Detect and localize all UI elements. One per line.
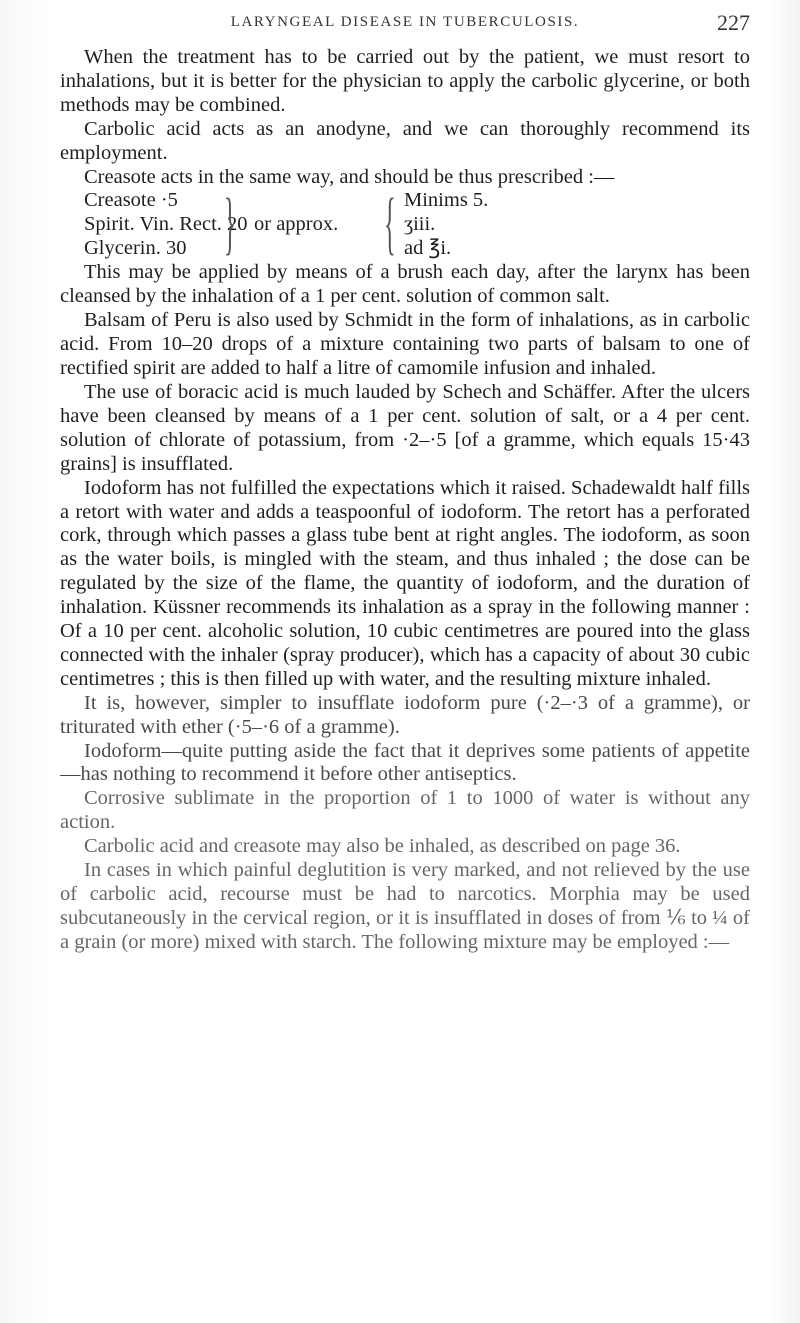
paragraph: When the treatment has to be carried out by the patient, we must resort to inhalations, but it is better for the physician to apply the carbolic glycerine, or both methods may be combined. — [60, 46, 750, 116]
paragraph: Carbolic acid acts as an anodyne, and we can thoroughly recommend its employment. — [60, 117, 750, 164]
dose-line: ʒiii. — [404, 213, 436, 236]
ingredient-line: Glycerin. 30 — [84, 237, 187, 260]
paragraph: Carbolic acid and creasote may also be inhaled, as described on page 36. — [84, 835, 681, 858]
paragraph: Creasote acts in the same way, and should be thus prescribed :— — [84, 165, 615, 188]
paragraph: The use of boracic acid is much lauded by Schech and Schäffer. After the ulcers have been cleansed by means of a 1 per cent. solution of salt, or a 4 per cent. solution of chlorate of potassium, from ·2–·5 [of a gramme, which equals 15·43 grains] is insufflated. — [60, 380, 750, 475]
ingredient-line: Spirit. Vin. Rect. 20 — [84, 213, 248, 236]
body-text — [60, 46, 750, 955]
running-title: LARYNGEAL DISEASE IN TUBERCULOSIS. — [230, 14, 580, 30]
paragraph: This may be applied by means of a brush each day, after the larynx has been cleansed by the inhalation of a 1 per cent. solution of common salt. — [60, 261, 750, 308]
paragraph: In cases in which painful deglutition is very marked, and not relieved by the use of carbolic acid, recourse must be had to narcotics. Morphia may be used subcutaneously in the cervical region, or it is insufflated in doses of from ⅙ to ¼ of a grain (or more) mixed with starch. The following mixture may be employed :— — [60, 859, 750, 953]
opening-brace: { — [384, 185, 396, 263]
dose-line: Minims 5. — [404, 189, 489, 212]
prescription-doses — [404, 189, 488, 261]
paragraph: It is, however, simpler to insufflate iodoform pure (·2–·3 of a gramme), or triturated with ether (·5–·6 of a gramme). — [60, 691, 750, 738]
ingredient-line: Creasote ·5 — [84, 189, 178, 212]
dose-line: ad ℥i. — [404, 237, 452, 260]
paragraph: Balsam of Peru is also used by Schmidt in the form of inhalations, as in carbolic acid. From 10–20 drops of a mixture containing two parts of balsam to one of rectified spirit are added to half a litre of camomile infusion and inhaled. — [60, 309, 750, 380]
page-header — [60, 10, 750, 44]
paragraph: Iodoform—quite putting aside the fact that it deprives some patients of appetite—has nothing to recommend it before other antiseptics. — [60, 739, 750, 786]
prescription-block — [84, 185, 750, 263]
paragraph: Corrosive sublimate in the proportion of 1 to 1000 of water is without any action. — [60, 787, 750, 834]
closing-brace: } — [224, 185, 236, 263]
paragraph: Iodoform has not fulfilled the expectations which it raised. Schadewaldt half fills a retort with water and adds a teaspoonful of iodoform. The retort has a perforated cork, through which passes a glass tube bent at right angles. The iodoform, as soon as the water boils, is mingled with the steam, and thus inhaled ; the dose can be regulated by the size of the flame, the quantity of iodoform, and the duration of inhalation. Küssner recommends its inhalation as a spray in the following manner : Of a 10 per cent. alcoholic solution, 10 cubic centimetres are poured into the glass connected with the inhaler (spray producer), which has a capacity of about 30 cubic centimetres ; this is then filled up with water, and the resulting mixture inhaled. — [60, 476, 750, 690]
approx-label: or approx. — [254, 213, 339, 236]
page-number: 227 — [717, 10, 750, 35]
prescription-ingredients — [84, 185, 248, 263]
